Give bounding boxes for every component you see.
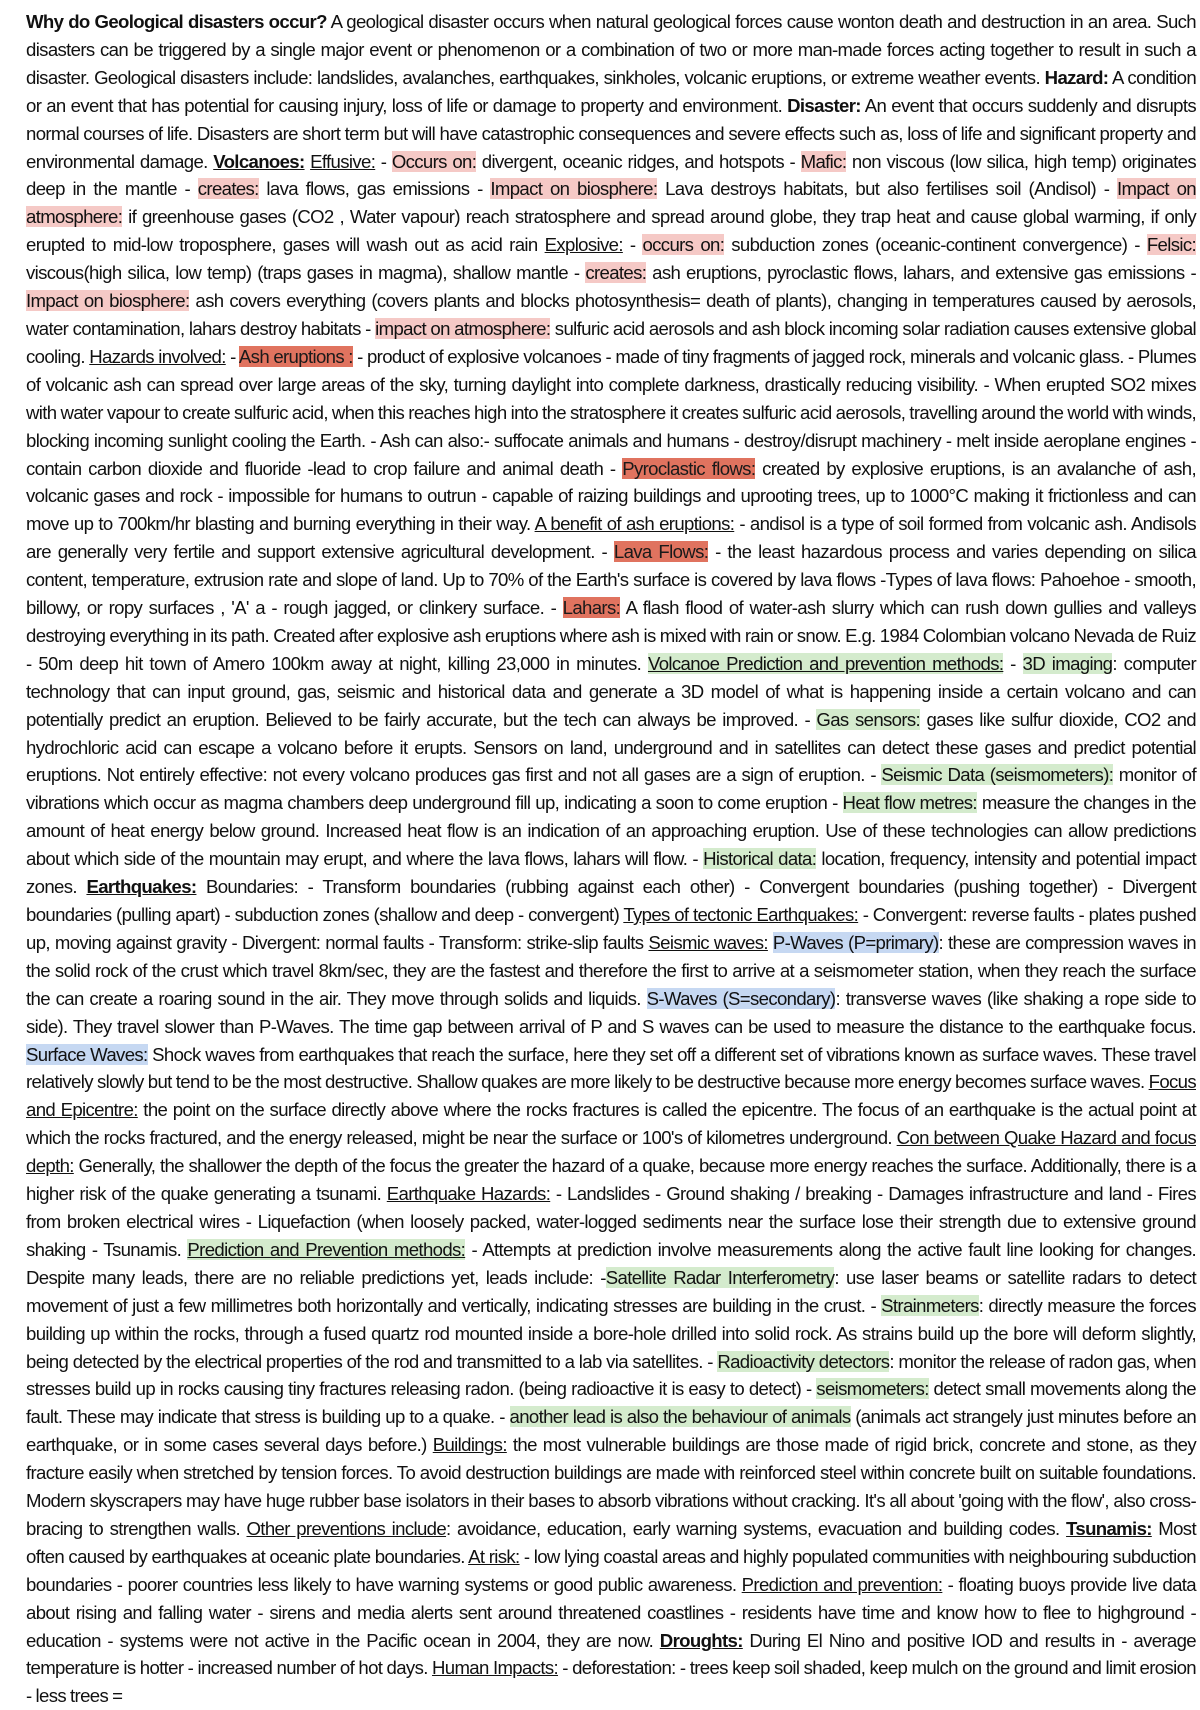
highlighted-term: Historical data: — [703, 848, 817, 870]
highlighted-term: At risk: — [468, 1545, 520, 1567]
text-run: - Convergent: reverse faults - plates pushed up, moving against gravity - Divergent: normal faults - Transform: strike-slip faults — [26, 904, 1197, 953]
highlighted-term: Lahars: — [562, 597, 621, 619]
text-run: : these are compression waves in the solid rock of the crust which travel 8km/sec, they are the fastest and therefore the first to arrive at a seismometer station, when they reach the surface the can create a roaring sound in the air. They move through solids and liquids. — [26, 931, 1196, 1009]
highlighted-term: seismometers: — [816, 1378, 929, 1400]
text-run: - floating buoys provide live data about rising and falling water - sirens and media alerts sent around threatened coastlines - residents have time and know how to flee to highground - education - systems were not active in the Pacific ocean in 2004, they are now. — [26, 1573, 1197, 1651]
text-run: Generally, the shallower the depth of the focus the greater the hazard of a quake, because more energy reaches the surface. Additionally, there is a higher risk of the quake generating a tsunami. — [26, 1155, 1196, 1205]
highlighted-term: Types of tectonic Earthquakes: — [623, 904, 859, 925]
highlighted-term: another lead is also the behaviour of animals — [509, 1406, 851, 1428]
text-run: A condition or an event that has potential for causing injury, loss of life or damage to property and environment. — [26, 66, 1197, 116]
highlighted-term: Disaster: — [787, 94, 861, 116]
highlighted-term: Radioactivity detectors — [717, 1350, 890, 1372]
text-run: the most vulnerable buildings are those made of rigid brick, concrete and stone, as they fracture easily when stretched by tension forces. To avoid destruction buildings are made with reinforced steel within concrete built on suitable foundations. Modern skyscrapers may have huge rubber base isolators in their bases to absorb vibrations without cracking. It's all about 'going with the flow', also cross-bracing to strengthen walls. — [26, 1434, 1196, 1539]
highlighted-term: Why do Geological disasters occur? — [26, 11, 327, 32]
highlighted-term: Heat flow metres: — [842, 792, 977, 814]
text-run: An event that occurs suddenly and disrupts normal courses of life. Disasters are short term but will have catastrophic consequences and severe effects such as, loss of life and significant property and environmental damage. — [26, 94, 1196, 172]
highlighted-term: Pyroclastic flows: — [622, 457, 756, 479]
highlighted-term: Hazards involved: — [89, 345, 226, 367]
text-run: : transverse waves (like shaking a rope side to side). They travel slower than P-Waves. The time gap between arrival of P and S waves can be used to measure the distance to the earthquake focus. — [26, 987, 1196, 1037]
highlighted-term: Earthquake Hazards: — [386, 1183, 551, 1205]
text-run: - Attempts at prediction involve measurements along the active fault line looking for changes. Despite many leads, there are no reliable predictions yet, leads include: - — [26, 1238, 1196, 1288]
highlighted-term: Impact on biosphere: — [26, 290, 190, 312]
text-run: ash covers everything (covers plants and blocks photosynthesis= death of plants), changing in temperatures caused by aerosols, water contamination, lahars destroy habitats - — [26, 290, 1196, 339]
text-run: measure the changes in the amount of heat energy below ground. Increased heat flow is an indication of an approaching eruption. Use of these technologies can allow predictions about which side of the mountain may erupt, and where the lava flows, lahars will flow. - — [26, 792, 1196, 870]
text-run: (animals act strangely just minutes before an earthquake, or in some cases several days before.) — [26, 1406, 1197, 1456]
text-run: : directly measure the forces building up within the rocks, through a fused quartz rod mounted inside a bore-hole drilled into solid rock. As strains build up the bore will deform slightly, being detected by the electrical properties of the rod and transmitted to a lab via satellites. - — [26, 1294, 1196, 1372]
highlighted-term: Lava Flows: — [613, 541, 709, 563]
highlighted-term: Human Impacts: — [432, 1657, 559, 1679]
highlighted-term: Volcanoe Prediction and prevention methods: — [647, 652, 1004, 674]
text-run: created by explosive eruptions, is an avalanche of ash, volcanic gases and rock - impossible for humans to outrun - capable of raizing buildings and uprooting trees, up to 1000°C making it frictionless and can move up to 700km/hr blasting and burning everything in their way. — [26, 457, 1196, 535]
text-run: Most often caused by earthquakes at oceanic plate boundaries. — [26, 1517, 1196, 1567]
highlighted-term: Earthquakes: — [86, 876, 197, 898]
text-run: location, frequency, intensity and potential impact zones. — [26, 848, 1196, 898]
highlighted-term: Explosive: — [544, 234, 623, 256]
highlighted-term: Prediction and Prevention methods: — [187, 1238, 466, 1260]
text-run: - Landslides - Ground shaking / breaking - Damages infrastructure and land - Fires from broken electrical wires - Liquefaction (when loosely packed, water-logged sediments near the surface lose their strength due to extensive ground shaking - Tsunamis. — [26, 1183, 1196, 1260]
highlighted-term: Ash eruptions : — [238, 345, 353, 367]
text-run: - product of explosive volcanoes - made of tiny fragments of jagged rock, minerals and volcanic glass. - Plumes of volcanic ash can spread over large areas of the sky, turning daylight into complete darkness, drastically reducing visibility. - When erupted SO2 mixes with water vapour to create sulfuric acid, when this reaches high into the stratosphere it creates sulfuric acid aerosols, travelling around the world with winds, blocking incoming sunlight cooling the Earth. - Ash can also:- suffocate animals and humans - destroy/disrupt machinery - melt inside aeroplane engines - contain carbon dioxide and fluoride -lead to crop failure and animal death - — [26, 345, 1197, 479]
text-run: During El Nino and positive IOD and results in - average temperature is hotter - increased number of hot days. — [26, 1629, 1197, 1679]
text-run: viscous(high silica, low temp) (traps gases in magma), shallow mantle - — [26, 262, 586, 284]
highlighted-term: Tsunamis: — [1066, 1517, 1152, 1539]
text-run: : monitor the release of radon gas, when stresses build up in rocks causing tiny fractures releasing radon. (being radioactive it is easy to detect) - — [26, 1350, 1196, 1400]
highlighted-term: Occurs on: — [391, 150, 477, 172]
text-run: A geological disaster occurs when natural geological forces cause wonton death and destruction in an area. Such disasters can be triggered by a single major event or phenomenon or a combination of two or more man-made forces acting together to result in such a disaster. Geological disasters include: landslides, avalanches, earthquakes, sinkholes, volcanic eruptions, or extreme weather events. — [26, 11, 1196, 88]
text-run: divergent, oceanic ridges, and hotspots - — [476, 150, 801, 172]
highlighted-term: Impact on biosphere: — [490, 178, 658, 200]
highlighted-term: creates: — [585, 262, 647, 284]
text-run: monitor of vibrations which occur as magma chambers deep underground fill up, indicating a soon to come eruption - — [26, 764, 1196, 814]
text-run: : computer technology that can input ground, gas, seismic and historical data and generate a 3D model of what is happening inside a certain volcano and can potentially predict an eruption. Believed to be fairly accurate, but the tech can always be improved. - — [26, 652, 1196, 730]
study-notes-body — [26, 8, 1197, 1707]
text-run: : use laser beams or satellite radars to detect movement of just a few millimetres both horizontally and vertically, indicating stresses are building in the crust. - — [26, 1266, 1196, 1316]
highlighted-term: Volcanoes: — [213, 150, 305, 172]
text-run: if greenhouse gases (CO2 , Water vapour) reach stratosphere and spread around globe, they trap heat and cause global warming, if only erupted to mid-low troposphere, gases will wash out as acid rain — [26, 206, 1196, 256]
highlighted-term: Other preventions include — [246, 1517, 447, 1539]
highlighted-term: Impact on atmosphere: — [26, 178, 1196, 228]
text-run: - — [375, 150, 392, 172]
text-run: - low lying coastal areas and highly populated communities with neighbouring subduction boundaries - poorer countries less likely to have warning systems or good public awareness. — [26, 1545, 1196, 1595]
text-run: - deforestation: - trees keep soil shaded, keep mulch on the ground and limit erosion - less trees = — [26, 1657, 1196, 1707]
text-run: - andisol is a type of soil formed from volcanic ash. Andisols are generally very fertile and support extensive agricultural development. - — [26, 513, 1196, 563]
text-run: : avoidance, education, early warning systems, evacuation and building codes. — [446, 1517, 1067, 1539]
text-run: Shock waves from earthquakes that reach the surface, here they set off a different set of vibrations known as surface waves. These travel relatively slowly but tend to be the most destructive. Shallow quakes are more likely to be destructive because more energy becomes surface waves. — [26, 1043, 1196, 1093]
highlighted-term: Satellite Radar Interferometry — [605, 1266, 835, 1288]
highlighted-term: P-Waves (P=primary) — [772, 931, 939, 953]
highlighted-term: Con between Quake Hazard and focus depth: — [26, 1127, 1196, 1177]
highlighted-term: Seismic Data (seismometers): — [881, 764, 1114, 786]
highlighted-term: Buildings: — [432, 1434, 507, 1456]
highlighted-term: Felsic: — [1146, 234, 1196, 256]
text-run: lava flows, gas emissions - — [258, 178, 491, 200]
text-run: detect small movements along the fault. These may indicate that stress is building up to a quake. - — [26, 1378, 1196, 1428]
text-run: Lava destroys habitats, but also fertilises soil (Andisol) - — [657, 178, 1117, 200]
text-run: - the least hazardous process and varies depending on silica content, temperature, extrusion rate and slope of land. Up to 70% of the Earth's surface is covered by lava flows -Types of lava flows: Pahoehoe - smooth, billowy, or ropy surfaces , 'A' a - rough jagged, or clinkery surface. - — [26, 541, 1196, 619]
highlighted-term: creates: — [197, 178, 259, 200]
highlighted-term: Mafic: — [800, 150, 847, 172]
text-run: ash eruptions, pyroclastic flows, lahars, and extensive gas emissions - — [646, 262, 1196, 284]
highlighted-term: Strainmeters — [881, 1294, 979, 1316]
highlighted-term: Surface Waves: — [26, 1043, 148, 1065]
highlighted-term: impact on atmosphere: — [375, 317, 551, 339]
text-run: A flash flood of water-ash slurry which can rush down gullies and valleys destroying everything in its path. Created after explosive ash eruptions where ash is mixed with rain or snow. E.g. 1984 Colombian volcano Nevada de Ruiz - 50m deep hit town of Amero 100km away at night, killing 23,000 in minutes. — [26, 597, 1196, 674]
highlighted-term: 3D imaging — [1022, 652, 1113, 674]
highlighted-term: Gas sensors: — [816, 708, 921, 730]
text-run: gases like sulfur dioxide, CO2 and hydrochloric acid can escape a volcano before it erupts. Sensors on land, underground and in satellites can detect these gases and predict potential eruptions. Not entirely effective: not every volcano produces gas first and not all gases are a sign of eruption. - — [26, 708, 1196, 786]
text-run: - — [225, 345, 239, 367]
highlighted-term: Effusive: — [310, 150, 376, 172]
highlighted-term: Prediction and prevention: — [741, 1573, 943, 1595]
highlighted-term: Hazard: — [1044, 66, 1109, 88]
highlighted-term: occurs on: — [642, 234, 725, 256]
text-run: - — [1003, 652, 1023, 674]
text-run: the point on the surface directly above where the rocks fractures is called the epicentre. The focus of an earthquake is the actual point at which the rocks fractured, and the energy released, might be near the surface or 100's of kilometres underground. — [26, 1099, 1196, 1149]
text-run: sulfuric acid aerosols and ash block incoming solar radiation causes extensive global cooling. — [26, 317, 1196, 367]
text-run: - — [622, 234, 643, 256]
highlighted-term: S-Waves (S=secondary) — [646, 987, 836, 1009]
text-run: Boundaries: - Transform boundaries (rubbing against each other) - Convergent boundaries (pushing together) - Divergent boundaries (pulling apart) - subduction zones (shallow and deep - convergent) — [26, 876, 1197, 925]
text-run: subduction zones (oceanic-continent convergence) - — [724, 234, 1147, 256]
highlighted-term: Focus and Epicentre: — [26, 1071, 1196, 1121]
text-run: non viscous (low silica, high temp) originates deep in the mantle - — [26, 150, 1196, 200]
highlighted-term: Droughts: — [659, 1629, 743, 1651]
highlighted-term: Seismic waves: — [648, 931, 768, 953]
highlighted-term: A benefit of ash eruptions: — [534, 513, 735, 535]
